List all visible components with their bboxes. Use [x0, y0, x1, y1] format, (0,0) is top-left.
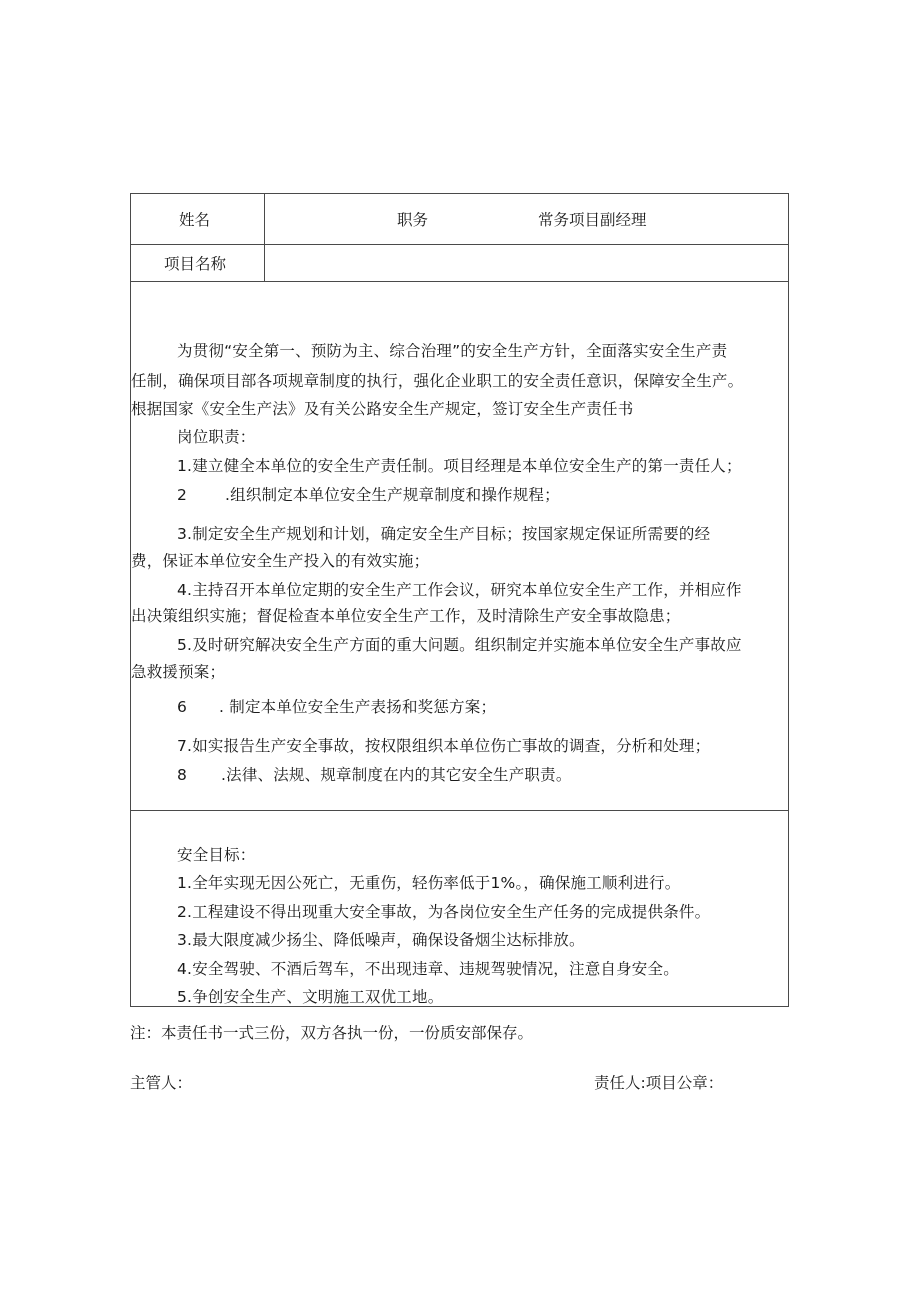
- footer-note: 注：本责任书一式三份，双方各执一份，一份质安部保存。: [130, 1024, 534, 1042]
- position-label: 职务: [397, 211, 429, 229]
- goal-item-1: 1.全年实现无因公死亡，无重伤，轻伤率低于1%。，确保施工顺利进行。: [177, 874, 681, 892]
- goal-item-2: 2.工程建设不得出现重大安全事故，为各岗位安全生产任务的完成提供条件。: [177, 903, 711, 921]
- responsible-signature-label: 责任人:项目公章：: [594, 1074, 724, 1092]
- column-divider: [264, 245, 265, 281]
- duty-item-1: 1.建立健全本单位的安全生产责任制。项目经理是本单位安全生产的第一责任人；: [177, 457, 742, 475]
- duty-item-2-number: 2: [177, 486, 187, 504]
- intro-line-2: 任制，确保项目部各项规章制度的执行，强化企业职工的安全责任意识，保障安全生产。: [131, 372, 744, 390]
- goal-item-3: 3.最大限度减少扬尘、降低噪声，确保设备烟尘达标排放。: [177, 931, 585, 949]
- header-row-name: [131, 194, 788, 245]
- duty-item-2: .组织制定本单位安全生产规章制度和操作规程；: [225, 486, 560, 504]
- duty-item-3-line-1: 3.制定安全生产规划和计划，确定安全生产目标；按国家规定保证所需要的经: [177, 525, 711, 543]
- duty-item-7: 7.如实报告生产安全事故，按权限组织本单位伤亡事故的调查，分析和处理；: [177, 737, 711, 755]
- goals-section: [131, 811, 788, 1006]
- duty-item-6-number: 6: [177, 698, 187, 716]
- duty-item-4-line-2: 出决策组织实施；督促检查本单位安全生产工作，及时清除生产安全事故隐患；: [131, 607, 681, 625]
- column-divider: [264, 194, 265, 244]
- supervisor-signature-label: 主管人：: [130, 1074, 193, 1092]
- intro-line-3: 根据国家《安全生产法》及有关公路安全生产规定，签订安全生产责任书: [131, 400, 634, 418]
- position-value: 常务项目副经理: [538, 211, 647, 229]
- duty-item-5-line-1: 5.及时研究解决安全生产方面的重大问题。组织制定并实施本单位安全生产事故应: [177, 636, 742, 654]
- duty-item-4-line-1: 4.主持召开本单位定期的安全生产工作会议，研究本单位安全生产工作，并相应作: [177, 581, 742, 599]
- name-label: 姓名: [179, 211, 211, 229]
- duty-item-5-line-2: 急救援预案；: [131, 663, 226, 681]
- responsibility-table: [130, 193, 789, 1007]
- duty-item-8-number: 8: [177, 766, 187, 784]
- header-row-project: [131, 245, 788, 282]
- goals-heading: 安全目标：: [177, 846, 256, 864]
- goal-item-4: 4.安全驾驶、不酒后驾车，不出现违章、违规驾驶情况，注意自身安全。: [177, 960, 679, 978]
- intro-line-1: 为贯彻“安全第一、预防为主、综合治理”的安全生产方针，全面落实安全生产责: [177, 342, 728, 360]
- duties-section: [131, 282, 788, 811]
- duty-item-8: .法律、法规、规章制度在内的其它安全生产职责。: [221, 766, 572, 784]
- duties-heading: 岗位职责：: [177, 428, 256, 446]
- duty-item-6: . 制定本单位安全生产表扬和奖惩方案；: [219, 698, 497, 716]
- project-label: 项目名称: [164, 255, 227, 273]
- duty-item-3-line-2: 费，保证本单位安全生产投入的有效实施；: [131, 552, 430, 570]
- goal-item-5: 5.争创安全生产、文明施工双优工地。: [177, 988, 444, 1006]
